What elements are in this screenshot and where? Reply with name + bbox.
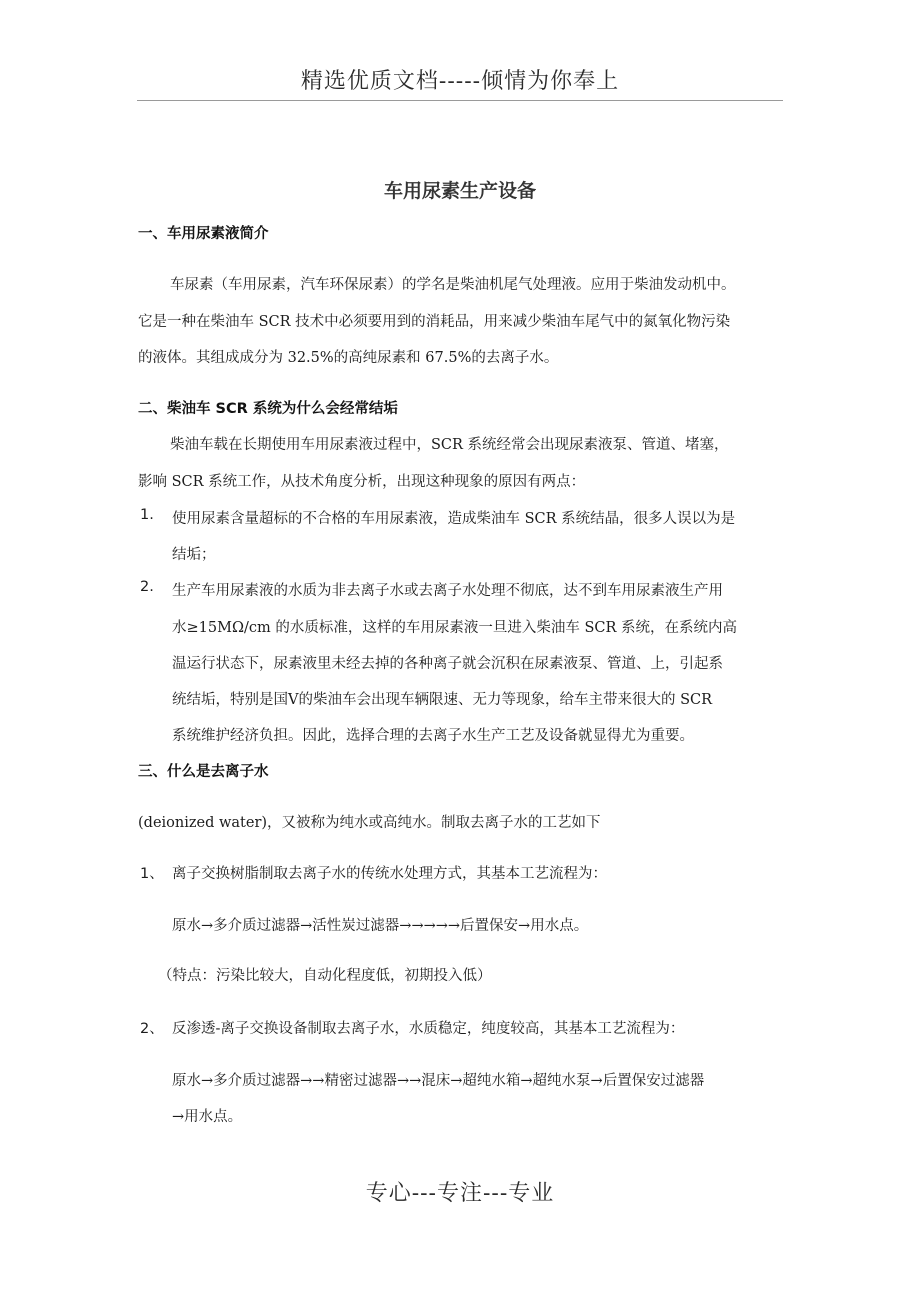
list-item-2-line-1: 生产车用尿素液的水质为非去离子水或去离子水处理不彻底，达不到车用尿素液生产用 bbox=[172, 583, 723, 599]
list-item-2-line-4: 统结垢，特别是国Ⅴ的柴油车会出现车辆限速、无力等现象，给车主带来很大的 SCR bbox=[172, 692, 713, 708]
document-title: 车用尿素生产设备 bbox=[383, 180, 536, 202]
section-2-heading: 二、柴油车 SCR 系统为什么会经常结垢 bbox=[138, 401, 398, 417]
process-2-flow-line-1: 原水→多介质过滤器→→精密过滤器→→混床→超纯水箱→超纯水泵→后置保安过滤器 bbox=[172, 1073, 705, 1089]
list-item-2-line-3: 温运行状态下，尿素液里未经去掉的各种离子就会沉积在尿素液泵、管道、上，引起系 bbox=[172, 656, 723, 672]
process-2-number: 2、 bbox=[140, 1021, 164, 1037]
process-1-description: 离子交换树脂制取去离子水的传统水处理方式，其基本工艺流程为： bbox=[172, 866, 607, 882]
section-1-line-3: 的液体。其组成成分为 32.5%的高纯尿素和 67.5%的去离子水。 bbox=[138, 350, 559, 366]
process-1-note: （特点：污染比较大，自动化程度低，初期投入低） bbox=[158, 968, 492, 984]
section-1-heading: 一、车用尿素液简介 bbox=[138, 226, 269, 242]
list-item-1-line-1: 使用尿素含量超标的不合格的车用尿素液，造成柴油车 SCR 系统结晶，很多人误以为是 bbox=[172, 511, 736, 527]
list-item-1-number: 1. bbox=[140, 507, 154, 523]
process-1-flow: 原水→多介质过滤器→活性炭过滤器→→→→→后置保安→用水点。 bbox=[172, 918, 589, 934]
process-2-flow-line-2: →用水点。 bbox=[172, 1109, 243, 1125]
section-3-intro: (deionized water)，又被称为纯水或高纯水。制取去离子水的工艺如下 bbox=[138, 815, 601, 831]
list-item-2-line-5: 系统维护经济负担。因此，选择合理的去离子水生产工艺及设备就显得尤为重要。 bbox=[172, 728, 694, 744]
process-1-number: 1、 bbox=[140, 866, 164, 882]
header-divider bbox=[137, 100, 783, 101]
list-item-1-line-2: 结垢； bbox=[172, 547, 216, 563]
page-header: 精选优质文档-----倾情为你奉上 bbox=[300, 69, 620, 94]
section-1-line-1: 车尿素（车用尿素，汽车环保尿素）的学名是柴油机尾气处理液。应用于柴油发动机中。 bbox=[170, 277, 736, 293]
list-item-2-line-2: 水≥15MΩ/cm 的水质标准，这样的车用尿素液一旦进入柴油车 SCR 系统，在系统内高 bbox=[172, 620, 737, 636]
page-footer: 专心---专注---专业 bbox=[365, 1181, 555, 1206]
section-3-heading: 三、什么是去离子水 bbox=[138, 764, 269, 780]
process-2-description: 反渗透-离子交换设备制取去离子水，水质稳定，纯度较高，其基本工艺流程为： bbox=[172, 1021, 685, 1037]
section-2-intro-line-1: 柴油车载在长期使用车用尿素液过程中，SCR 系统经常会出现尿素液泵、管道、堵塞， bbox=[170, 437, 729, 453]
list-item-2-number: 2. bbox=[140, 579, 154, 595]
section-2-intro-line-2: 影响 SCR 系统工作，从技术角度分析，出现这种现象的原因有两点： bbox=[138, 474, 586, 490]
section-1-line-2: 它是一种在柴油车 SCR 技术中必须要用到的消耗品，用来减少柴油车尾气中的氮氧化物污染 bbox=[138, 314, 731, 330]
